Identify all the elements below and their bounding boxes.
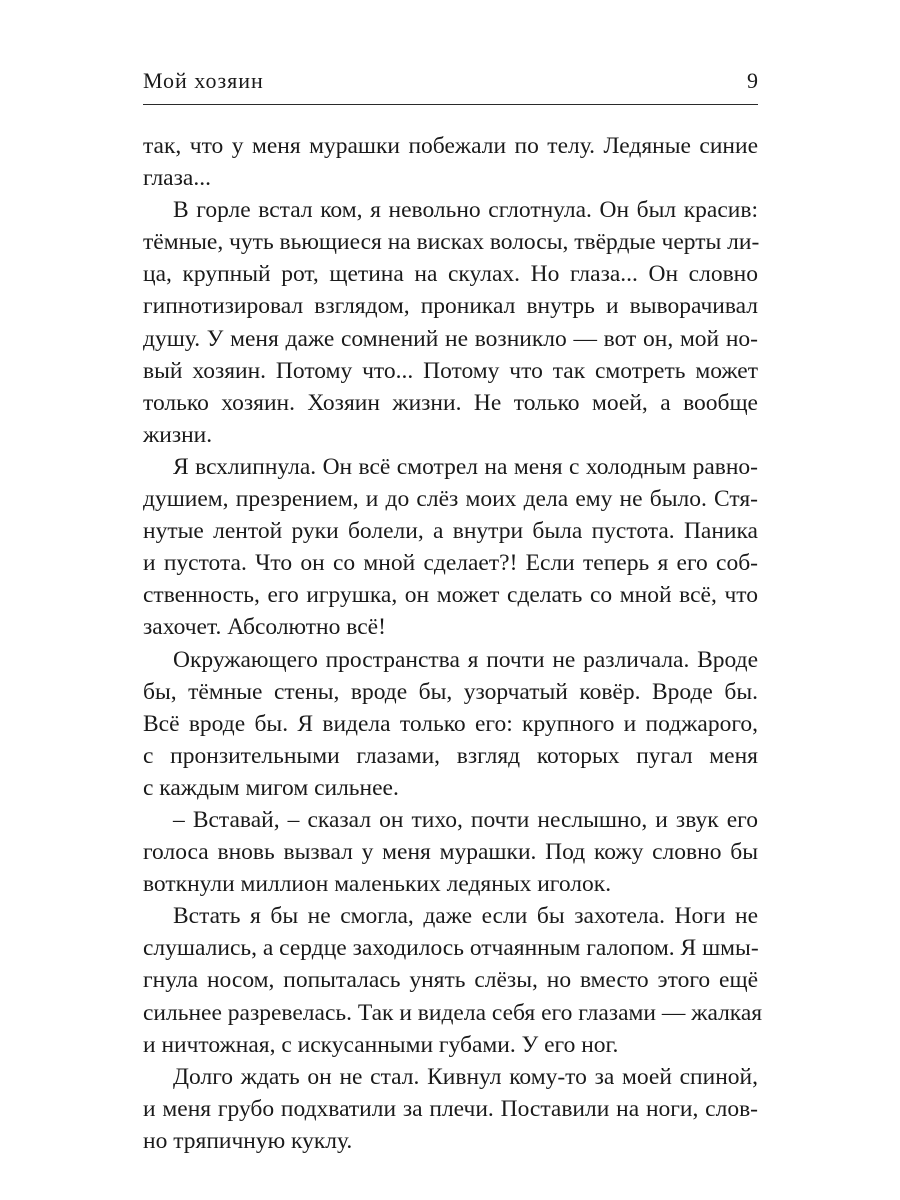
text-line: – Вставай, – сказал он тихо, почти неслышно, и звук его xyxy=(173,806,758,833)
running-title: Мой хозяин xyxy=(143,68,264,93)
text-line: душием, презрением, и до слёз моих дела ему не было. Стя- xyxy=(143,486,758,513)
text-line: глаза... xyxy=(143,165,211,192)
text-line: слушались, а сердце заходилось отчаянным галопом. Я шмы- xyxy=(143,935,759,962)
text-line: бы, тёмные стены, вроде бы, узорчатый ковёр. Вроде бы. xyxy=(143,678,758,705)
paragraph xyxy=(143,900,763,1060)
body-text xyxy=(143,130,763,1157)
text-line: так, что у меня мурашки побежали по телу. Ледяные синие xyxy=(143,133,758,159)
text-line: и меня грубо подхватили за плечи. Поставили на ноги, слов- xyxy=(143,1095,758,1122)
text-line: голоса вновь вызвал у меня мурашки. Под кожу словно бы xyxy=(143,839,758,866)
paragraph xyxy=(143,1061,758,1157)
text-line: воткнули миллион маленьких ледяных иголок. xyxy=(143,871,612,898)
text-line: только хозяин. Хозяин жизни. Не только моей, а вообще xyxy=(143,389,758,416)
paragraph xyxy=(143,644,758,804)
text-line: и ничтожная, с искусанными губами. У его ног. xyxy=(143,1031,619,1058)
text-line: с каждым мигом сильнее. xyxy=(143,774,399,801)
text-line: ца, крупный рот, щетина на скулах. Но глаза... Он словно xyxy=(143,261,758,288)
paragraph xyxy=(143,451,758,644)
text-line: нутые лентой руки болели, а внутри была пустота. Паника xyxy=(143,518,758,545)
text-line: В горле встал ком, я невольно сглотнула. Он был красив: xyxy=(173,197,758,224)
text-line: ственность, его игрушка, он может сделать со мной всё, что xyxy=(143,582,758,609)
text-line: гнула носом, попыталась унять слёзы, но вместо этого ещё xyxy=(143,967,758,994)
paragraph xyxy=(143,804,758,900)
text-line: Окружающего пространства я почти не различала. Вроде xyxy=(173,646,758,673)
text-line: сильнее разревелась. Так и видела себя его глазами — жалкая xyxy=(143,999,763,1026)
text-line: жизни. xyxy=(143,421,213,448)
text-line: гипнотизировал взглядом, проникал внутрь и выворачивал xyxy=(143,293,758,320)
text-line: тёмные, чуть вьющиеся на висках волосы, твёрдые черты ли- xyxy=(143,229,760,256)
text-line: душу. У меня даже сомнений не возникло — вот он, мой но- xyxy=(143,325,758,352)
text-line: вый хозяин. Потому что... Потому что так смотреть может xyxy=(143,357,758,384)
page-number: 9 xyxy=(747,68,758,93)
text-line: и пустота. Что он со мной сделает?! Если теперь я его соб- xyxy=(143,550,758,577)
text-line: Я всхлипнула. Он всё смотрел на меня с холодным равно- xyxy=(173,453,758,480)
text-line: захочет. Абсолютно всё! xyxy=(143,614,386,641)
paragraph xyxy=(143,194,758,451)
header-divider xyxy=(143,104,758,105)
text-line: Всё вроде бы. Я видела только его: крупного и поджарого, xyxy=(143,710,758,737)
text-line: Долго ждать он не стал. Кивнул кому-то за моей спиной, xyxy=(173,1063,758,1090)
text-line: но тряпичную куклу. xyxy=(143,1127,353,1154)
text-line: Встать я бы не смогла, даже если бы захотела. Ноги не xyxy=(173,903,758,930)
paragraph xyxy=(143,130,758,194)
running-header xyxy=(143,68,758,102)
text-line: с пронзительными глазами, взгляд которых пугал меня xyxy=(143,742,758,769)
